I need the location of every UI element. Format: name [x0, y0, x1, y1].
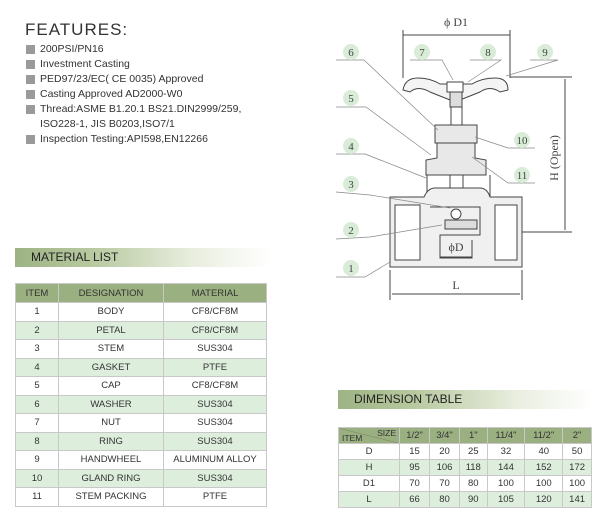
- table-row: [16, 432, 267, 451]
- callout-4: [343, 138, 359, 154]
- table-cell: CAP: [59, 377, 164, 396]
- bullet-square-icon: [26, 90, 35, 99]
- table-cell: 10: [16, 469, 59, 488]
- table-cell: 4: [16, 358, 59, 377]
- features-title: FEATURES:: [25, 20, 129, 39]
- table-cell: 100: [525, 476, 563, 492]
- table-cell: GLAND RING: [59, 469, 164, 488]
- table-cell: 5: [16, 377, 59, 396]
- column-header: DESIGNATION: [59, 284, 164, 303]
- table-cell: 106: [430, 460, 460, 476]
- table-cell: 8: [16, 432, 59, 451]
- table-cell: 11: [16, 488, 59, 507]
- table-cell: BODY: [59, 303, 164, 322]
- table-cell: 80: [460, 476, 488, 492]
- bullet-square-icon: [26, 75, 35, 84]
- table-cell: H: [339, 460, 400, 476]
- svg-text:2: 2: [348, 225, 354, 237]
- table-cell: STEM PACKING: [59, 488, 164, 507]
- feature-item: Thread:ASME B1.20.1 BS21.DIN2999/259, ISO228-1, JIS B0203,ISO7/1: [25, 102, 241, 132]
- valve-drawing: [300, 0, 600, 300]
- material-list-title: MATERIAL LIST: [15, 248, 270, 267]
- svg-text:1: 1: [348, 263, 354, 275]
- bullet-square-icon: [26, 135, 35, 144]
- table-row: [16, 469, 267, 488]
- features-section: [25, 20, 241, 147]
- table-cell: D1: [339, 476, 400, 492]
- table-row: [16, 451, 267, 470]
- table-cell: 120: [525, 492, 563, 508]
- table-cell: D: [339, 444, 400, 460]
- svg-text:8: 8: [485, 47, 491, 59]
- feature-item: PED97/23/EC( CE 0035) Approved: [25, 72, 241, 87]
- table-cell: 100: [487, 476, 525, 492]
- d1-dimension-label: ϕ D1: [444, 15, 468, 29]
- table-cell: 90: [460, 492, 488, 508]
- table-cell: RING: [59, 432, 164, 451]
- table-cell: SUS304: [164, 340, 267, 359]
- d-dimension-label: ϕD: [448, 240, 464, 254]
- table-cell: 144: [487, 460, 525, 476]
- column-header: ITEM: [16, 284, 59, 303]
- svg-text:10: 10: [516, 135, 528, 147]
- feature-item: 200PSI/PN16: [25, 42, 241, 57]
- table-row: [16, 340, 267, 359]
- table-cell: 25: [460, 444, 488, 460]
- table-cell: HANDWHEEL: [59, 451, 164, 470]
- table-cell: 1: [16, 303, 59, 322]
- table-row: [16, 377, 267, 396]
- table-row: [16, 303, 267, 322]
- table-cell: ALUMINUM ALLOY: [164, 451, 267, 470]
- table-cell: 172: [563, 460, 592, 476]
- table-cell: SUS304: [164, 414, 267, 433]
- table-cell: SUS304: [164, 395, 267, 414]
- svg-text:4: 4: [348, 141, 354, 153]
- table-cell: 32: [487, 444, 525, 460]
- table-row: [339, 492, 592, 508]
- table-cell: L: [339, 492, 400, 508]
- feature-item: Investment Casting: [25, 57, 241, 72]
- column-header: 11/2": [525, 428, 563, 444]
- column-header: 1": [460, 428, 488, 444]
- h-dimension-label: H (Open): [547, 135, 561, 181]
- table-cell: CF8/CF8M: [164, 303, 267, 322]
- table-cell: WASHER: [59, 395, 164, 414]
- column-header: 1/2": [400, 428, 430, 444]
- callout-9: [537, 44, 553, 60]
- feature-item: Inspection Testing:API598,EN12266: [25, 132, 241, 147]
- table-row: [339, 460, 592, 476]
- table-cell: 118: [460, 460, 488, 476]
- bullet-square-icon: [26, 60, 35, 69]
- table-row: [339, 476, 592, 492]
- svg-text:6: 6: [348, 47, 354, 59]
- svg-text:3: 3: [348, 179, 354, 191]
- table-cell: 15: [400, 444, 430, 460]
- table-row: [16, 358, 267, 377]
- table-cell: CF8/CF8M: [164, 377, 267, 396]
- table-cell: 141: [563, 492, 592, 508]
- table-cell: PTFE: [164, 358, 267, 377]
- table-cell: 152: [525, 460, 563, 476]
- column-header: 3/4": [430, 428, 460, 444]
- callout-7: [414, 44, 430, 60]
- table-cell: NUT: [59, 414, 164, 433]
- column-header: 2": [563, 428, 592, 444]
- table-row: [16, 488, 267, 507]
- table-cell: CF8/CF8M: [164, 321, 267, 340]
- table-row: [339, 444, 592, 460]
- material-list-table: [15, 283, 267, 507]
- item-size-corner-header: SIZE ITEM: [339, 428, 400, 444]
- dimension-table-title: DIMENSION TABLE: [338, 390, 593, 409]
- table-cell: 70: [400, 476, 430, 492]
- svg-text:9: 9: [542, 47, 548, 59]
- table-row: [16, 321, 267, 340]
- callout-11: [514, 167, 530, 183]
- feature-item: Casting Approved AD2000-W0: [25, 87, 241, 102]
- dimension-table: [338, 427, 592, 508]
- table-row: [16, 395, 267, 414]
- svg-text:5: 5: [348, 93, 354, 105]
- svg-text:11: 11: [516, 170, 528, 182]
- bullet-square-icon: [26, 45, 35, 54]
- table-cell: 105: [487, 492, 525, 508]
- table-cell: 95: [400, 460, 430, 476]
- svg-text:7: 7: [419, 47, 425, 59]
- table-cell: PETAL: [59, 321, 164, 340]
- column-header: 11/4": [487, 428, 525, 444]
- table-row: [16, 414, 267, 433]
- table-cell: 2: [16, 321, 59, 340]
- table-cell: PTFE: [164, 488, 267, 507]
- callout-8: [480, 44, 496, 60]
- bullet-square-icon: [26, 105, 35, 114]
- table-cell: 7: [16, 414, 59, 433]
- l-dimension-label: L: [452, 278, 460, 292]
- table-cell: 70: [430, 476, 460, 492]
- table-cell: 50: [563, 444, 592, 460]
- callout-1: [343, 260, 359, 276]
- table-cell: 6: [16, 395, 59, 414]
- callout-10: [514, 132, 530, 148]
- table-cell: 66: [400, 492, 430, 508]
- table-cell: SUS304: [164, 432, 267, 451]
- table-cell: GASKET: [59, 358, 164, 377]
- table-cell: 9: [16, 451, 59, 470]
- table-cell: STEM: [59, 340, 164, 359]
- table-cell: 80: [430, 492, 460, 508]
- table-cell: 3: [16, 340, 59, 359]
- table-cell: SUS304: [164, 469, 267, 488]
- callout-6: [343, 44, 359, 60]
- column-header: MATERIAL: [164, 284, 267, 303]
- callout-3: [343, 176, 359, 192]
- table-cell: 40: [525, 444, 563, 460]
- callout-2: [343, 222, 359, 238]
- table-cell: 20: [430, 444, 460, 460]
- callout-5: [343, 90, 359, 106]
- table-cell: 100: [563, 476, 592, 492]
